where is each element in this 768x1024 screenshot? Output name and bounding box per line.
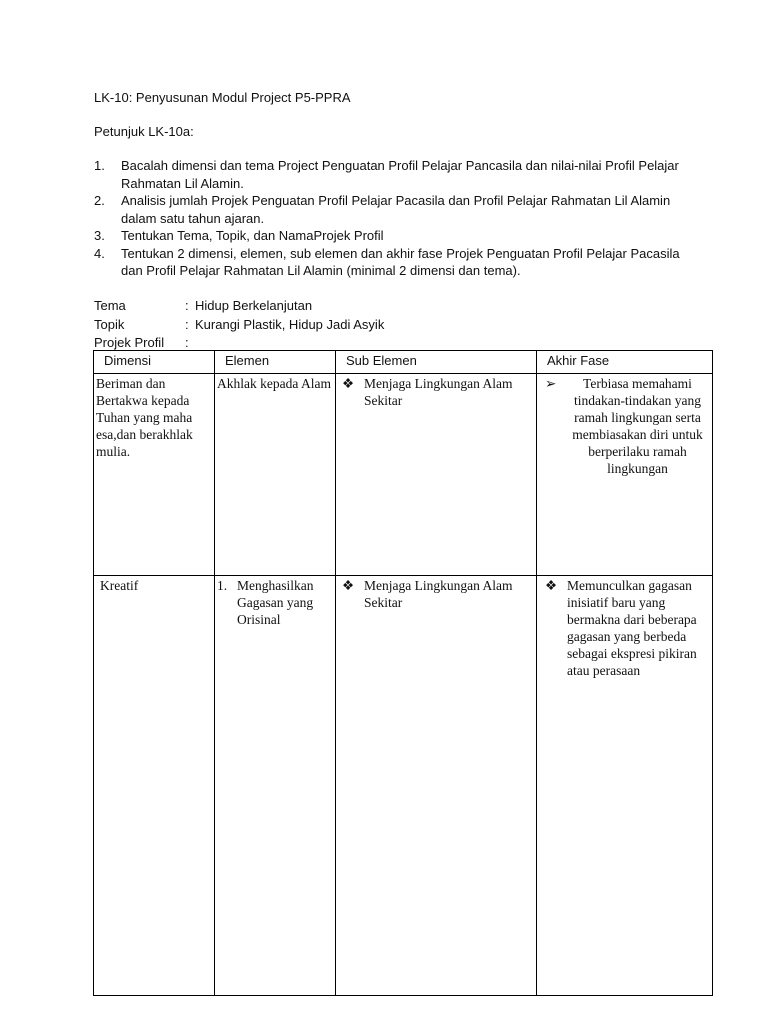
akhir-fase-bullet (545, 375, 708, 477)
akhir-fase-text: Terbiasa memahami tindakan-tindakan yang ramah lingkungan serta membiasakan diri untuk berperilaku ramah lingkungan (572, 376, 703, 476)
table-row (94, 576, 713, 996)
dimension-table (93, 350, 713, 996)
diamond-bullet-icon: ❖ (545, 578, 558, 593)
instruction-item (94, 227, 694, 245)
akhir-fase-text: Memunculkan gagasan inisiatif baru yang bermakna dari beberapa gagasan yang berbeda sebagai ekspresi pikiran atau perasaan (567, 578, 697, 678)
cell-akhir-fase (537, 576, 713, 996)
cell-dimensi (94, 576, 215, 996)
instruction-number: 2. (94, 193, 105, 208)
meta-projek-label: Projek Profil (94, 335, 165, 350)
sub-elemen-text: Menjaga Lingkungan Alam Sekitar (364, 376, 513, 408)
table-header-row (94, 351, 713, 374)
instruction-item (94, 192, 694, 227)
meta-colon: : (185, 317, 189, 332)
instruction-text: Tentukan 2 dimensi, elemen, sub elemen dan akhir fase Projek Penguatan Profil Pelajar Pacasila dan Profil Pelajar Rahmatan Lil Alamin (minimal 2 dimensi dan tema). (121, 245, 680, 278)
meta-topik-value: Kurangi Plastik, Hidup Jadi Asyik (195, 317, 385, 332)
meta-colon: : (185, 335, 189, 350)
instruction-text: Analisis jumlah Projek Penguatan Profil Pelajar Pacasila dan Profil Pelajar Rahmatan Lil Alamin dalam satu tahun ajaran. (121, 193, 671, 226)
cell-elemen (215, 374, 336, 576)
header-sub-elemen: Sub Elemen (336, 351, 537, 374)
elemen-text: Akhlak kepada Alam (217, 376, 331, 391)
instruction-text: Bacalah dimensi dan tema Project Penguatan Profil Pelajar Pancasila dan nilai-nilai Profil Pelajar Rahmatan Lil Alamin. (121, 158, 679, 191)
instruction-number: 4. (94, 245, 105, 261)
table-row (94, 374, 713, 576)
dimensi-text: Kreatif (100, 578, 139, 593)
header-dimensi: Dimensi (94, 351, 215, 374)
cell-sub-elemen (336, 576, 537, 996)
elemen-numbered-item (217, 577, 331, 628)
diamond-bullet-icon: ❖ (342, 578, 355, 593)
document-title: LK-10: Penyusunan Modul Project P5-PPRA (94, 90, 351, 105)
sub-elemen-bullet (342, 375, 532, 409)
instruction-number: 3. (94, 228, 105, 243)
instruction-item (94, 245, 694, 280)
cell-elemen (215, 576, 336, 996)
instructions-list (94, 157, 694, 280)
instruction-text: Tentukan Tema, Topik, dan NamaProjek Profil (121, 228, 384, 243)
cell-akhir-fase (537, 374, 713, 576)
instruction-item (94, 157, 694, 192)
meta-tema-value: Hidup Berkelanjutan (195, 298, 313, 313)
diamond-bullet-icon: ❖ (342, 376, 355, 391)
meta-tema-label: Tema (94, 298, 126, 313)
meta-colon: : (185, 298, 189, 313)
meta-topik-label: Topik (94, 317, 125, 332)
cell-dimensi (94, 374, 215, 576)
header-akhir-fase: Akhir Fase (537, 351, 713, 374)
instructions-heading: Petunjuk LK-10a: (94, 124, 194, 139)
instruction-number: 1. (94, 158, 105, 173)
cell-sub-elemen (336, 374, 537, 576)
sub-elemen-bullet (342, 577, 532, 611)
arrow-bullet-icon: ➢ (545, 376, 557, 391)
elemen-text: Menghasilkan Gagasan yang Orisinal (237, 578, 314, 627)
akhir-fase-bullet (545, 577, 708, 679)
header-elemen: Elemen (215, 351, 336, 374)
elemen-number: 1. (217, 578, 228, 593)
sub-elemen-text: Menjaga Lingkungan Alam Sekitar (364, 578, 513, 610)
dimensi-text: Beriman dan Bertakwa kepada Tuhan yang maha esa,dan berakhlak mulia. (96, 376, 193, 459)
